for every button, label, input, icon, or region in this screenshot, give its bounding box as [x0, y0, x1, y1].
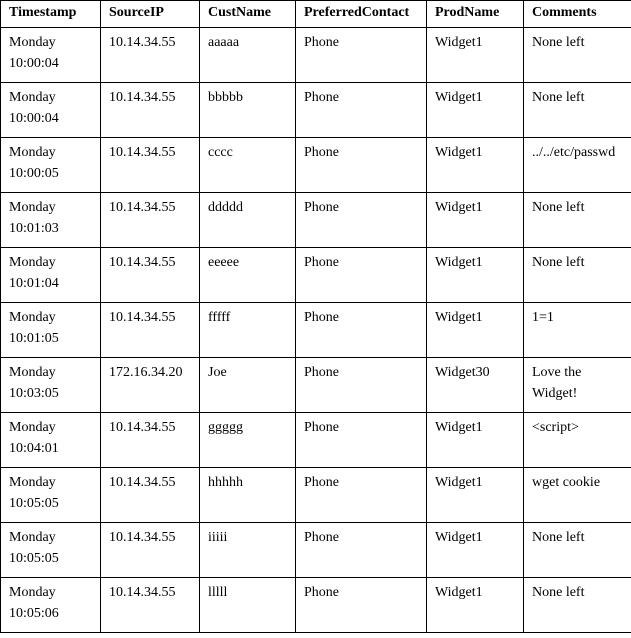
header-comments: Comments — [524, 1, 631, 28]
cell-preferred-contact: Phone — [296, 193, 427, 248]
header-row — [1, 1, 631, 28]
cell-comments: ../../etc/passwd — [524, 138, 631, 193]
table-row — [1, 83, 631, 138]
table-row — [1, 303, 631, 358]
cell-preferred-contact: Phone — [296, 468, 427, 523]
cell-prod-name: Widget1 — [427, 523, 524, 578]
cell-prod-name: Widget1 — [427, 83, 524, 138]
cell-prod-name: Widget1 — [427, 413, 524, 468]
cell-comments: Love the Widget! — [524, 358, 631, 413]
cell-source-ip: 10.14.34.55 — [101, 523, 200, 578]
cell-timestamp: Monday 10:00:05 — [1, 138, 101, 193]
cell-preferred-contact: Phone — [296, 138, 427, 193]
table-row — [1, 523, 631, 578]
cell-prod-name: Widget1 — [427, 303, 524, 358]
cell-prod-name: Widget1 — [427, 193, 524, 248]
cell-timestamp: Monday 10:05:06 — [1, 578, 101, 633]
table-body — [1, 28, 631, 633]
cell-cust-name: eeeee — [200, 248, 296, 303]
cell-timestamp: Monday 10:04:01 — [1, 413, 101, 468]
cell-source-ip: 10.14.34.55 — [101, 413, 200, 468]
cell-preferred-contact: Phone — [296, 413, 427, 468]
header-cust-name: CustName — [200, 1, 296, 28]
cell-preferred-contact: Phone — [296, 83, 427, 138]
cell-timestamp: Monday 10:00:04 — [1, 83, 101, 138]
cell-preferred-contact: Phone — [296, 303, 427, 358]
cell-source-ip: 172.16.34.20 — [101, 358, 200, 413]
cell-prod-name: Widget30 — [427, 358, 524, 413]
cell-source-ip: 10.14.34.55 — [101, 28, 200, 83]
cell-source-ip: 10.14.34.55 — [101, 138, 200, 193]
cell-timestamp: Monday 10:01:05 — [1, 303, 101, 358]
cell-cust-name: Joe — [200, 358, 296, 413]
table-row — [1, 138, 631, 193]
cell-comments: None left — [524, 83, 631, 138]
cell-comments: None left — [524, 28, 631, 83]
table-row — [1, 248, 631, 303]
header-source-ip: SourceIP — [101, 1, 200, 28]
cell-timestamp: Monday 10:01:04 — [1, 248, 101, 303]
cell-comments: None left — [524, 578, 631, 633]
table-row — [1, 578, 631, 633]
header-preferred-contact: PreferredContact — [296, 1, 427, 28]
cell-cust-name: cccc — [200, 138, 296, 193]
cell-cust-name: fffff — [200, 303, 296, 358]
header-prod-name: ProdName — [427, 1, 524, 28]
cell-comments: None left — [524, 193, 631, 248]
cell-preferred-contact: Phone — [296, 358, 427, 413]
cell-timestamp: Monday 10:03:05 — [1, 358, 101, 413]
table-row — [1, 358, 631, 413]
table-row — [1, 28, 631, 83]
cell-cust-name: lllll — [200, 578, 296, 633]
cell-source-ip: 10.14.34.55 — [101, 303, 200, 358]
cell-cust-name: iiiii — [200, 523, 296, 578]
cell-timestamp: Monday 10:05:05 — [1, 523, 101, 578]
table-row — [1, 193, 631, 248]
cell-preferred-contact: Phone — [296, 28, 427, 83]
cell-comments: <script> — [524, 413, 631, 468]
cell-prod-name: Widget1 — [427, 248, 524, 303]
cell-source-ip: 10.14.34.55 — [101, 578, 200, 633]
cell-prod-name: Widget1 — [427, 28, 524, 83]
cell-cust-name: hhhhh — [200, 468, 296, 523]
cell-preferred-contact: Phone — [296, 248, 427, 303]
cell-cust-name: ddddd — [200, 193, 296, 248]
table-row — [1, 413, 631, 468]
cell-timestamp: Monday 10:00:04 — [1, 28, 101, 83]
cell-source-ip: 10.14.34.55 — [101, 468, 200, 523]
cell-prod-name: Widget1 — [427, 468, 524, 523]
table-header — [1, 1, 631, 28]
cell-timestamp: Monday 10:05:05 — [1, 468, 101, 523]
cell-source-ip: 10.14.34.55 — [101, 83, 200, 138]
cell-source-ip: 10.14.34.55 — [101, 193, 200, 248]
cell-prod-name: Widget1 — [427, 138, 524, 193]
header-timestamp: Timestamp — [1, 1, 101, 28]
table-row — [1, 468, 631, 523]
cell-preferred-contact: Phone — [296, 523, 427, 578]
cell-timestamp: Monday 10:01:03 — [1, 193, 101, 248]
cell-comments: None left — [524, 523, 631, 578]
cell-cust-name: bbbbb — [200, 83, 296, 138]
cell-cust-name: ggggg — [200, 413, 296, 468]
cell-cust-name: aaaaa — [200, 28, 296, 83]
cell-source-ip: 10.14.34.55 — [101, 248, 200, 303]
cell-comments: 1=1 — [524, 303, 631, 358]
cell-prod-name: Widget1 — [427, 578, 524, 633]
cell-preferred-contact: Phone — [296, 578, 427, 633]
cell-comments: None left — [524, 248, 631, 303]
cell-comments: wget cookie — [524, 468, 631, 523]
